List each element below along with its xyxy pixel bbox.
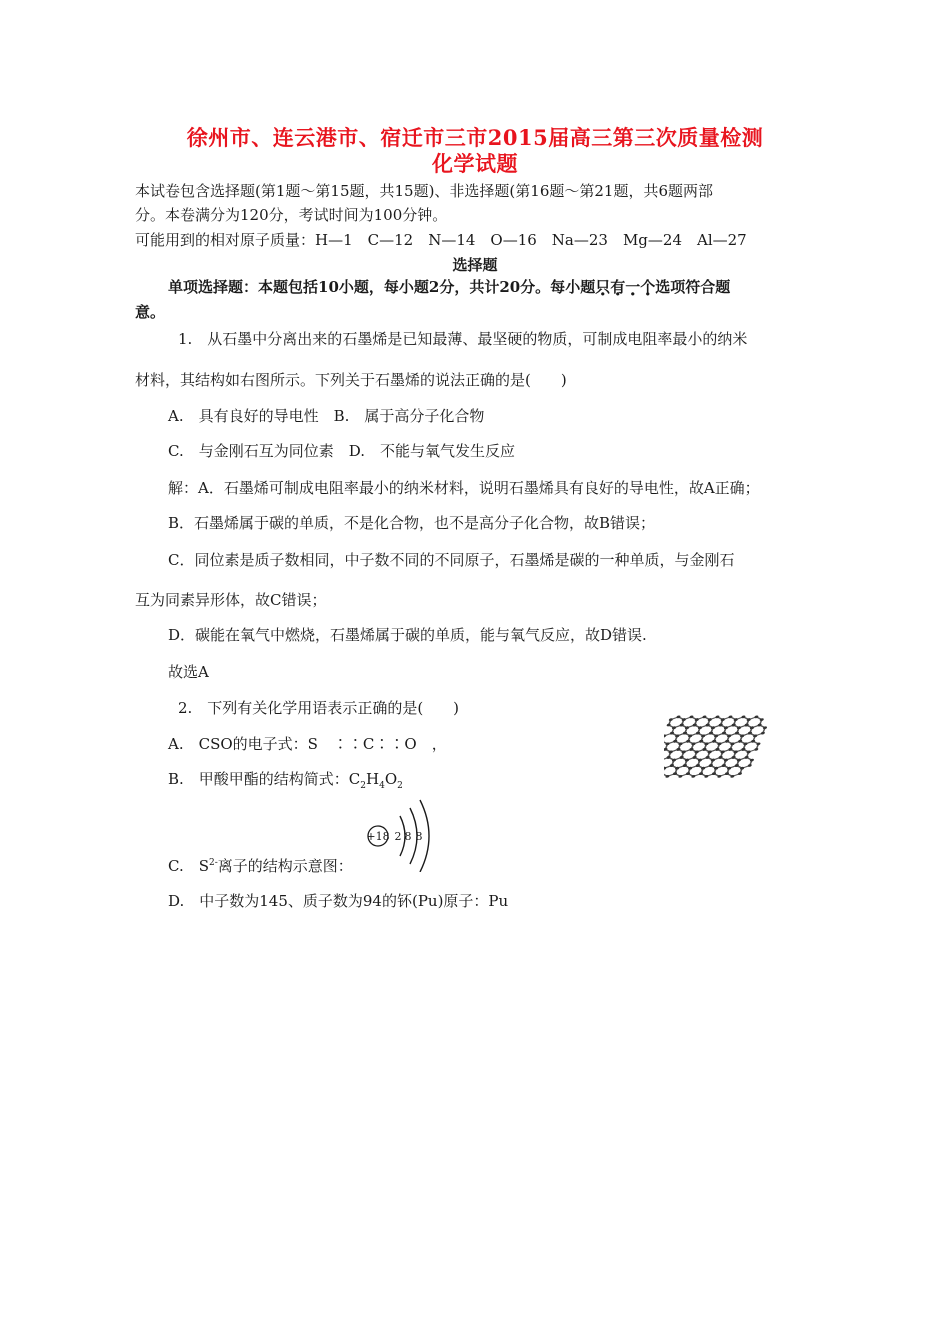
emphasis-char: 只: [595, 278, 611, 296]
formula-part: O: [384, 770, 398, 788]
q2-option-c: [168, 855, 353, 876]
subscript: 2: [397, 781, 403, 791]
shell-label: 2: [394, 830, 402, 843]
q1-options-ab: A. 具有良好的导电性 B. 属于高分子化合物: [168, 407, 485, 425]
section-instruction-cont: 意。: [135, 303, 166, 321]
option-b-text: B. 甲酸甲酯的结构简式：C: [168, 770, 361, 788]
atomic-mass-line: 可能用到的相对原子质量：H—1 C—12 N—14 O—16 Na—23 Mg—24 Al—27: [135, 231, 747, 249]
subscript: 4: [379, 781, 385, 791]
intro-line-1: 本试卷包含选择题(第1题～第15题，共15题)、非选择题(第16题～第21题，共6题两部: [135, 182, 713, 200]
carbon-atom: [668, 718, 673, 721]
shell-label: 8: [415, 830, 423, 843]
carbon-atom: [747, 764, 752, 767]
q1-solution-a: 解：A．石墨烯可制成电阻率最小的纳米材料，说明石墨烯具有良好的导电性，故A正确；: [168, 479, 760, 497]
q1-stem-line-2: 材料，其结构如右图所示。下列关于石墨烯的说法正确的是( ): [135, 371, 567, 389]
formula-part: H: [366, 770, 380, 788]
section-instruction: [168, 276, 730, 297]
q2-stem: 2. 下列有关化学用语表示正确的是( ): [178, 699, 460, 717]
emphasis-char: 有: [610, 278, 626, 296]
q1-options-cd: C. 与金刚石互为同位素 D. 不能与氧气发生反应: [168, 442, 515, 460]
q2-option-a: A. CSO的电子式：S ∶∶C∶∶O ，: [168, 735, 447, 753]
superscript: 2-: [209, 858, 218, 868]
q1-solution-d: D．碳能在氧气中燃烧，石墨烯属于碳的单质，能与氧气反应，故D错误.: [168, 626, 647, 644]
q1-stem-line-1: 1. 从石墨中分离出来的石墨烯是已知最薄、最坚硬的物质，可制成电阻率最小的纳米: [178, 330, 748, 348]
emphasis-char: 个: [640, 278, 656, 296]
carbon-atom: [754, 748, 759, 751]
instruction-text-2: 选项符合题: [655, 278, 731, 296]
section-heading: 选择题: [452, 256, 498, 274]
document-title: 徐州市、连云港市、宿迁市三市2015届高三第三次质量检测: [186, 125, 764, 150]
q1-solution-c-1: C．同位素是质子数相同，中子数不同的不同原子，石墨烯是碳的一种单质，与金刚石: [168, 551, 735, 569]
carbon-atom: [760, 732, 765, 735]
sulfide-ion-diagram: [362, 796, 442, 876]
nucleus-label: +18: [366, 830, 390, 843]
shell-label: 8: [404, 830, 412, 843]
instruction-text-1: 单项选择题：本题包括10小题，每小题2分，共计20分。每小题: [168, 278, 596, 296]
q1-answer: 故选A: [168, 663, 209, 681]
document-subtitle: 化学试题: [432, 151, 518, 176]
graphene-structure-image: [664, 700, 784, 799]
subscript: 2: [360, 781, 367, 791]
q1-solution-b: B．石墨烯属于碳的单质，不是化合物，也不是高分子化合物，故B错误；: [168, 514, 656, 532]
option-c-suffix: 离子的结构示意图：: [217, 857, 353, 875]
intro-line-2: 分。本卷满分为120分，考试时间为100分钟。: [135, 206, 448, 224]
q2-option-d: D. 中子数为145、质子数为94的钚(Pu)原子：Pu: [168, 892, 509, 910]
option-c-prefix: C. S: [168, 857, 209, 875]
q2-option-b: [168, 768, 403, 791]
emphasis-char: 一: [625, 278, 641, 296]
carbon-atom: [738, 772, 743, 775]
q1-solution-c-2: 互为同素异形体，故C错误；: [135, 591, 327, 609]
